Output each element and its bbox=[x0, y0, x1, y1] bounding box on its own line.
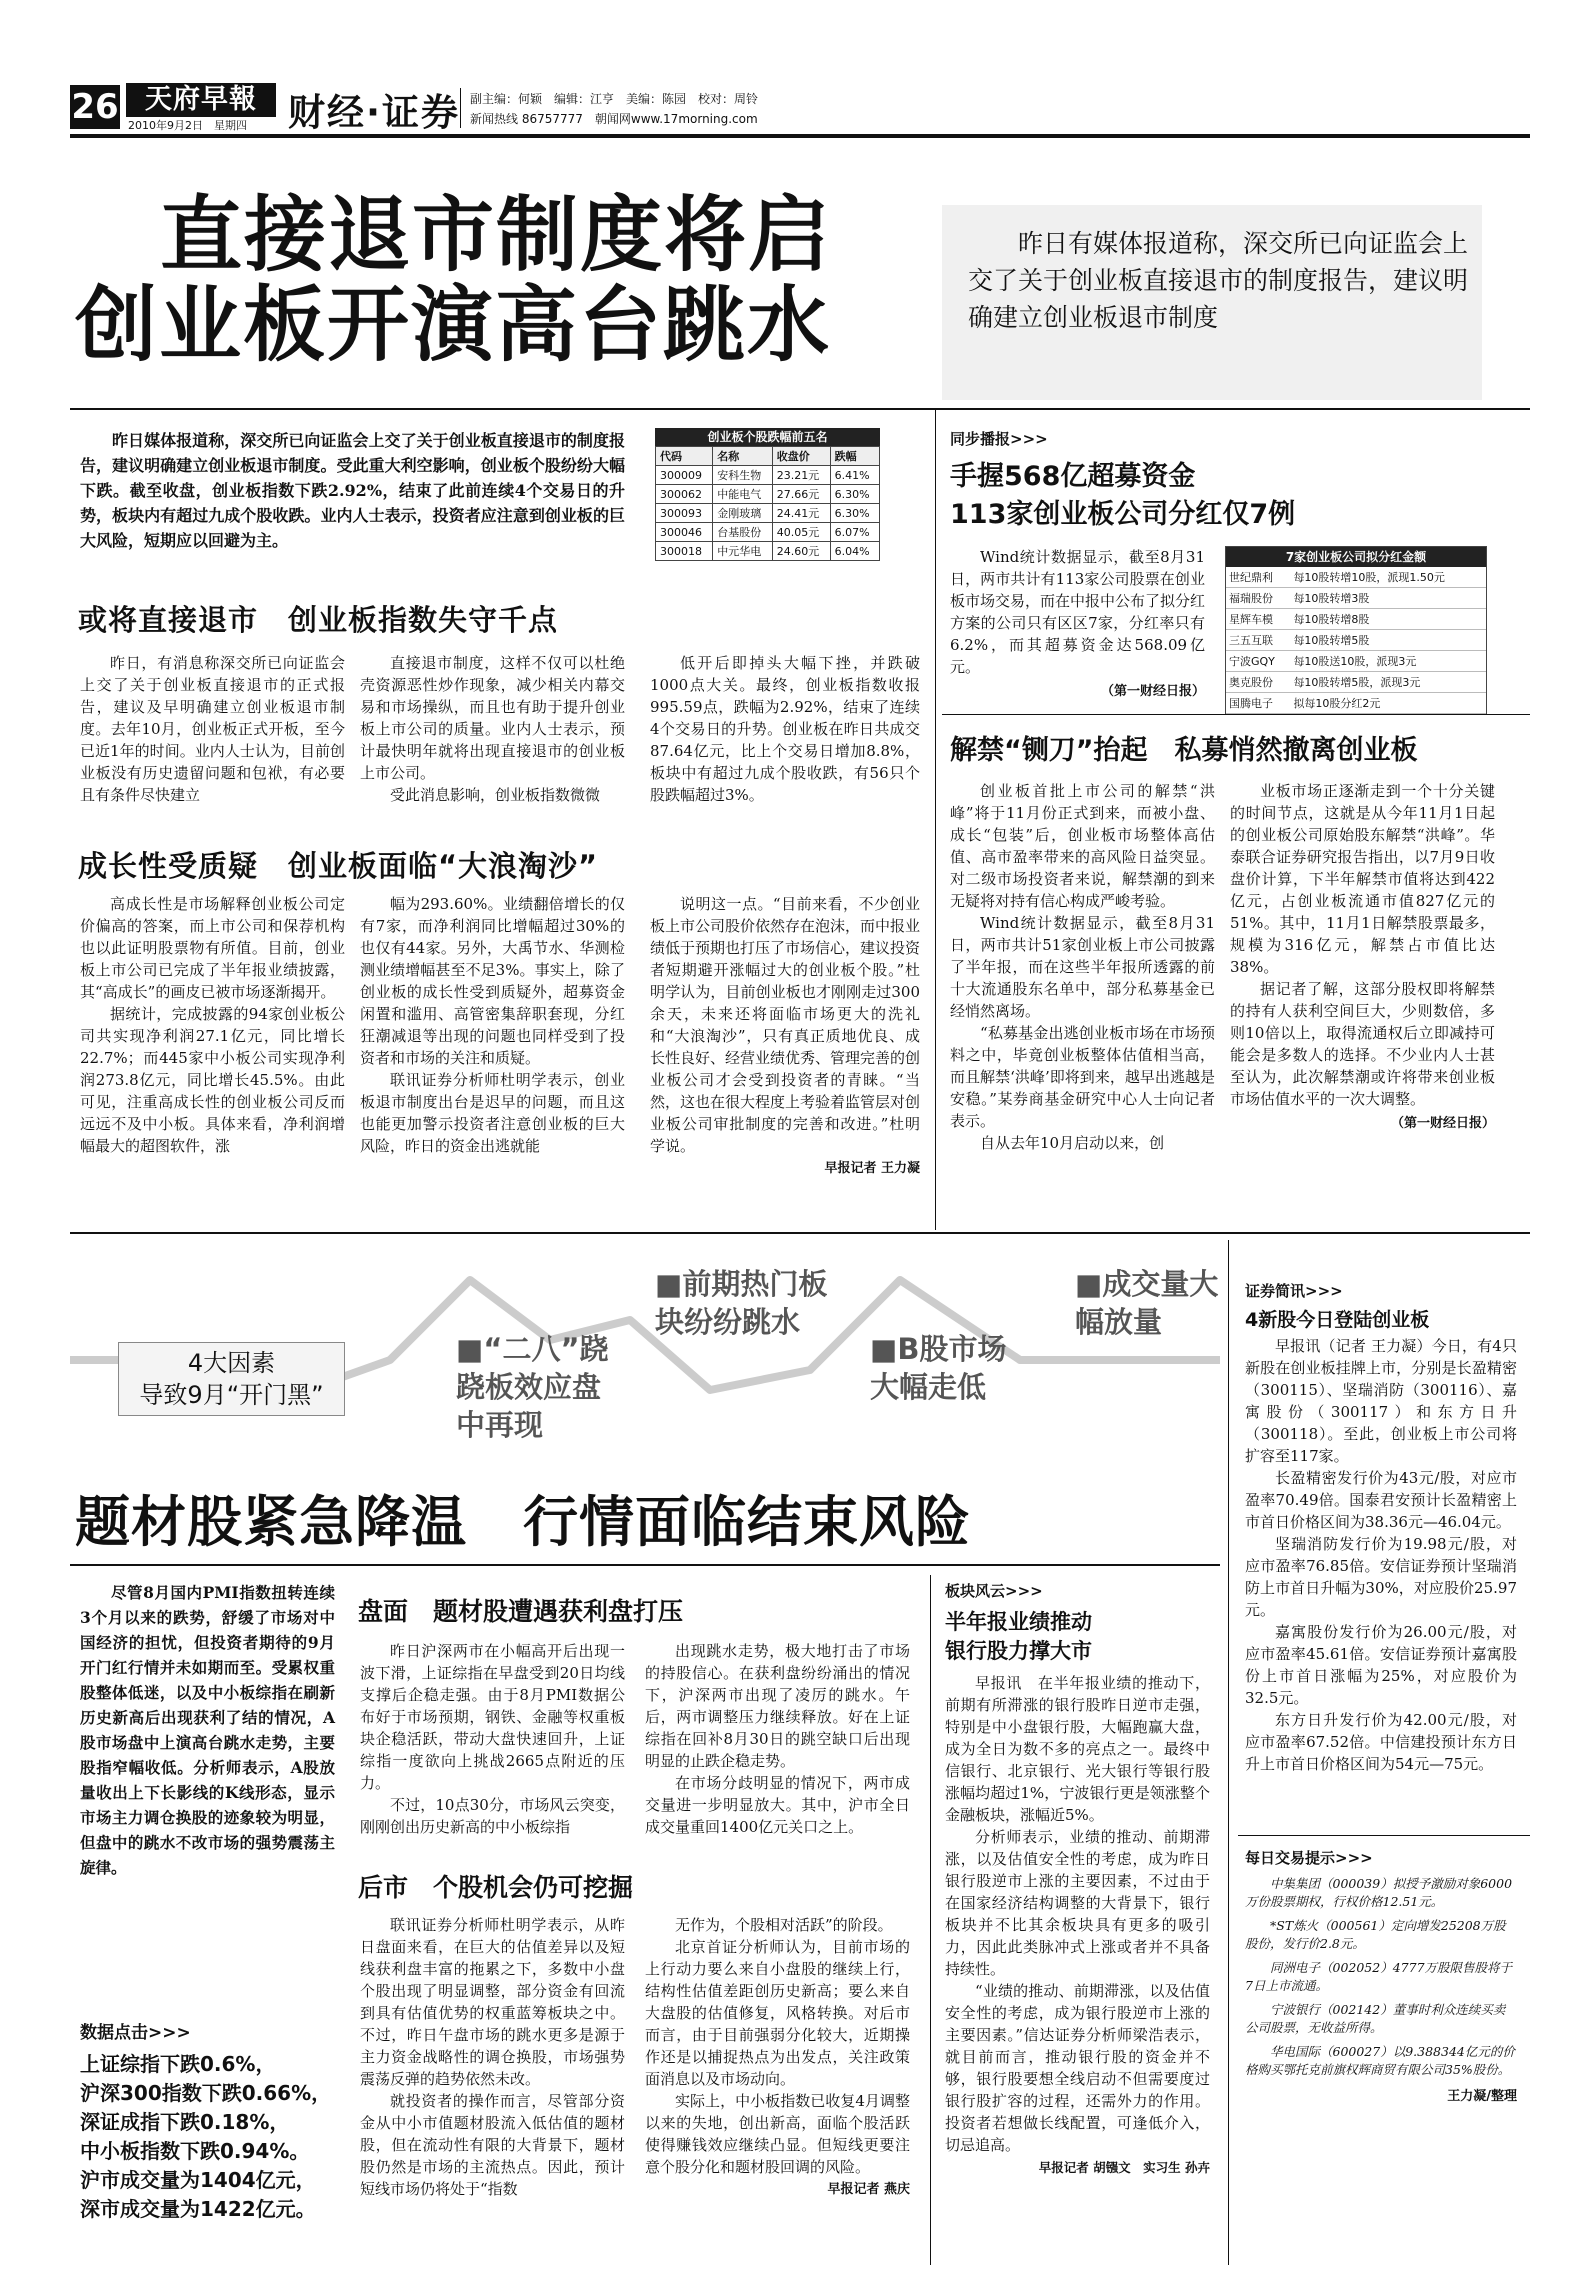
factors-center-line1: 4大因素 bbox=[187, 1349, 276, 1377]
table-row bbox=[1226, 567, 1486, 588]
table-cell: 300018 bbox=[656, 542, 713, 561]
tip-item: 华电国际（600027）以9.388344亿元的价格购买鄂托克前旗权辉商贸有限公司35%股份。 bbox=[1245, 2044, 1515, 2077]
table-cell: 福瑞股份 bbox=[1226, 588, 1290, 609]
table-cell: 300046 bbox=[656, 523, 713, 542]
dividend-box bbox=[1225, 546, 1487, 715]
brief-p1: 早报讯（记者 王力凝）今日，有4只新股在创业板挂牌上市，分别是长盈精密（300115）、坚瑞消防（300116）、嘉寓股份（300117）和东方日升（300118）。至此，创业板上市公司将扩容至117家。 bbox=[1245, 1337, 1517, 1465]
after-byline: 早报记者 燕庆 bbox=[827, 2182, 910, 2197]
news-hotline: 新闻热线 86757777 朝闻网www.17morning.com bbox=[470, 112, 758, 126]
top5-table-box bbox=[655, 428, 880, 561]
table-row bbox=[1226, 630, 1486, 651]
top5-header: 收盘价 bbox=[772, 447, 830, 466]
pan-col2b: 在市场分歧明显的情况下，两市成交量进一步明显放大。其中，沪市全日成交量重回1400亿元关口之上。 bbox=[645, 1774, 910, 1836]
section2-headline: 成长性受质疑 创业板面临“大浪淘沙” bbox=[78, 849, 599, 883]
bank-headline-line1: 半年报业绩推动 bbox=[945, 1610, 1092, 1634]
table-cell: 每10股转增5股 bbox=[1290, 630, 1486, 651]
market-headline: 题材股紧急降温 行情面临结束风险 bbox=[75, 1489, 972, 1554]
sync-body: Wind统计数据显示，截至8月31日，两市共计有113家公司股票在创业板市场交易，而在中报中公布了拟分红方案的公司只有区区7家，分红率只有6.2%，而其超募资金达568.09亿元。 bbox=[950, 548, 1206, 676]
editor-credits: 副主编：何颖 编辑：江亨 美编：陈园 校对：周铃 bbox=[470, 92, 759, 106]
sync-headline bbox=[950, 458, 1295, 534]
table-row bbox=[1226, 609, 1486, 630]
table-cell: 40.05元 bbox=[772, 523, 830, 542]
table-cell: 每10股送10股，派现3元 bbox=[1290, 651, 1486, 672]
after-col1a: 联讯证券分析师杜明学表示，从昨日盘面来看，在巨大的估值差异以及短线获利盘丰富的拖累之下，多数中小盘个股出现了明显调整，部分资金有回流到具有估值优势的权重蓝筹板块之中。不过，昨日午盘市场的跳水更多是源于主力资金战略性的调仓换股，市场强势震荡反弹的趋势依然未改。 bbox=[360, 1916, 625, 2088]
dividend-table bbox=[1226, 567, 1486, 714]
stats-list bbox=[80, 2050, 350, 2224]
bank-byline: 早报记者 胡镪文 实习生 孙卉 bbox=[1038, 2160, 1210, 2175]
table-row bbox=[656, 504, 880, 523]
bank-label: 板块风云>>> bbox=[945, 1582, 1043, 1600]
table-cell: 世纪鼎利 bbox=[1226, 567, 1290, 588]
tip-item: 中集集团（000039）拟授予激励对象6000万份股票期权，行权价格12.51元。 bbox=[1245, 1876, 1513, 1909]
stat-item: 沪深300指数下跌0.66%， bbox=[80, 2081, 332, 2105]
section2-col2b: 联讯证券分析师杜明学表示，创业板退市制度出台是迟早的问题，而且这也能更加警示投资者注意创业板的巨大风险，昨日的资金出逃就能 bbox=[360, 1071, 625, 1155]
table-cell: 6.41% bbox=[830, 466, 879, 485]
table-cell: 300093 bbox=[656, 504, 713, 523]
table-cell: 金刚玻璃 bbox=[713, 504, 773, 523]
table-cell: 每10股转增3股 bbox=[1290, 588, 1486, 609]
top5-header: 跌幅 bbox=[830, 447, 879, 466]
bank-p2: 分析师表示，业绩的推动、前期滞涨，以及估值安全性的考虑，成为昨日银行股逆市上涨的主要因素，不过由于在国家经济结构调整的大背景下，银行板块并不比其余板块具有更多的吸引力，因此此类脉冲式上涨或者并不具备持续性。 bbox=[945, 1828, 1210, 1978]
brief-headline: 4新股今日登陆创业板 bbox=[1245, 1309, 1430, 1331]
sync-source: （第一财经日报） bbox=[1100, 684, 1205, 699]
table-cell: 24.60元 bbox=[772, 542, 830, 561]
market-intro: 尽管8月国内PMI指数扭转连续3个月以来的跌势，舒缓了市场对中国经济的担忧，但投资者期待的9月开门红行情并未如期而至。受累权重股整体低迷，以及中小板综指在刷新历史新高后出现获利了结的情况，A股市场盘中上演高台跳水走势，主要股指窄幅收低。分析师表示，A股放量收出上下长影线的K线形态，显示市场主力调仓换股的迹象较为明显，但盘中的跳水不改市场的强势震荡主旋律。 bbox=[80, 1583, 335, 1877]
lockup-headline: 解禁“铡刀”抬起 私募悄然撤离创业板 bbox=[950, 735, 1418, 766]
lockup-col1d: 自从去年10月启动以来，创 bbox=[980, 1134, 1165, 1152]
section2-byline: 早报记者 王力凝 bbox=[824, 1161, 920, 1176]
bank-p1: 早报讯 在半年报业绩的推动下，前期有所滞涨的银行股昨日逆市走强，特别是中小盘银行股，大幅跑赢大盘，成为全日为数不多的亮点之一。最终中信银行、北京银行、光大银行等银行股涨幅均超过1%，宁波银行更是领涨整个金融板块，涨幅近5%。 bbox=[945, 1674, 1210, 1824]
table-cell: 星辉车模 bbox=[1226, 609, 1290, 630]
lockup-col2b: 据记者了解，这部分股权即将解禁的持有人获利空间巨大，少则数倍，多则10倍以上，取得流通权后立即减持可能会是多数人的选择。不少业内人士甚至认为，此次解禁潮或许将带来创业板市场估值水平的一次大调整。 bbox=[1230, 980, 1495, 1108]
table-row bbox=[656, 466, 880, 485]
stat-item: 上证综指下跌0.6%， bbox=[80, 2052, 276, 2076]
table-row bbox=[656, 485, 880, 504]
top5-header: 名称 bbox=[713, 447, 773, 466]
pan-headline: 盘面 题材股遭遇获利盘打压 bbox=[358, 1597, 684, 1626]
lockup-source: （第一财经日报） bbox=[1390, 1116, 1495, 1131]
stat-item: 中小板指数下跌0.94%。 bbox=[80, 2139, 310, 2163]
top5-table-title: 创业板个股跌幅前五名 bbox=[655, 428, 880, 446]
table-cell: 300009 bbox=[656, 466, 713, 485]
section1-col2: 直接退市制度，这样不仅可以杜绝壳资源恶性炒作现象，减少相关内幕交易和市场操纵，而且也有助于提升创业板上市公司的质量。业内人士表示，预计最快明年就将出现直接退市的创业板上市公司。 bbox=[360, 654, 625, 782]
table-cell: 6.30% bbox=[830, 504, 879, 523]
table-row bbox=[1226, 588, 1486, 609]
dividend-box-title: 7家创业板公司拟分红金额 bbox=[1226, 547, 1486, 567]
stat-item: 深证成指下跌0.18%， bbox=[80, 2110, 290, 2134]
pan-col2: 出现跳水走势，极大地打击了市场的持股信心。在获利盘纷纷涌出的情况下，沪深两市出现了凌厉的跳水。午后，两市调整压力继续释放。好在上证综指在回补8月30日的跳空缺口后出现明显的止跌企稳走势。 bbox=[645, 1642, 910, 1770]
table-cell: 6.07% bbox=[830, 523, 879, 542]
lockup-col2: 业板市场正逐渐走到一个十分关键的时间节点，这就是从今年11月1日起的创业板公司原始股东解禁“洪峰”。华泰联合证券研究报告指出，以7月9日收盘价计算，下半年解禁市值将达到422亿元，占创业板流通市值827亿元的51%。其中，11月1日解禁股票最多，规模为316亿元，解禁占市值比达38%。 bbox=[1230, 782, 1495, 976]
table-cell: 27.66元 bbox=[772, 485, 830, 504]
table-row bbox=[656, 542, 880, 561]
table-cell: 6.04% bbox=[830, 542, 879, 561]
factor-3: ■B股市场大幅走低 bbox=[870, 1332, 1007, 1404]
factor-1: ■“二八”跷跷板效应盘中再现 bbox=[456, 1332, 609, 1442]
section-title: 财经·证券 bbox=[288, 91, 461, 134]
factor-2: ■前期热门板块纷纷跳水 bbox=[655, 1267, 828, 1339]
table-row bbox=[656, 523, 880, 542]
brief-label: 证券简讯>>> bbox=[1245, 1282, 1343, 1300]
after-col2c: 实际上，中小板指数已收复4月调整以来的失地，创出新高，面临个股活跃使得赚钱效应继续凸显。但短线更要注意个股分化和题材股回调的风险。 bbox=[645, 2092, 910, 2176]
table-cell: 每10股转增5股，派现3元 bbox=[1290, 672, 1486, 693]
bank-p3: “业绩的推动、前期滞涨，以及估值安全性的考虑，成为银行股逆市上涨的主要因素。”信达证券分析师梁浩表示，就目前而言，推动银行股的资金并不够，银行股要想全线启动不但需要度过银行股扩容的过程，还需外力的作用。投资者若想做长线配置，可逢低介入，切忌追高。 bbox=[945, 1982, 1210, 2154]
table-cell: 每10股转增10股，派现1.50元 bbox=[1290, 567, 1486, 588]
sync-label: 同步播报>>> bbox=[950, 430, 1048, 448]
newspaper-logo: 天府早報 bbox=[126, 83, 276, 117]
table-cell: 三五互联 bbox=[1226, 630, 1290, 651]
lead-intro: 昨日媒体报道称，深交所已向证监会上交了关于创业板直接退市的制度报告，建议明确建立创业板退市制度。受此重大利空影响，创业板个股纷纷大幅下跌。截至收盘，创业板指数下跌2.92%，结束了此前连续4个交易日的升势，板块内有超过九成个股收跌。业内人士表示，投资者应注意到创业板的巨大风险，短期应以回避为主。 bbox=[80, 431, 625, 550]
page-number: 26 bbox=[71, 87, 119, 127]
lockup-col1c: “私募基金出逃创业板市场在市场预料之中，毕竟创业板整体估值相当高，而且解禁‘洪峰’即将到来，越早出逃越是安稳。”某券商基金研究中心人士向记者表示。 bbox=[950, 1024, 1215, 1130]
tips-label: 每日交易提示>>> bbox=[1245, 1849, 1373, 1867]
section1-col3: 低开后即掉头大幅下挫，并跌破1000点大关。最终，创业板指数收报995.59点，跌幅为2.92%，结束了连续4个交易日的升势。创业板在昨日共成交87.64亿元，比上个交易日增加8.8%，板块中有超过九成个股收跌，有56只个股跌幅超过3%。 bbox=[650, 654, 920, 804]
table-cell: 24.41元 bbox=[772, 504, 830, 523]
table-row bbox=[1226, 651, 1486, 672]
bank-headline bbox=[945, 1608, 1092, 1666]
table-cell: 宁波GQY bbox=[1226, 651, 1290, 672]
table-cell: 中元华电 bbox=[713, 542, 773, 561]
tips-byline: 王力凝/整理 bbox=[1447, 2089, 1517, 2104]
stat-item: 沪市成交量为1404亿元， bbox=[80, 2168, 316, 2192]
tip-item: *ST炼火（000561）定向增发25208万股股份，发行价2.8元。 bbox=[1245, 1918, 1506, 1951]
section2-col1a: 高成长性是市场解释创业板公司定价偏高的答案，而上市公司和保荐机构也以此证明股票物有所值。目前，创业板上市公司已完成了半年报业绩披露，其“高成长”的画皮已被市场逐渐揭开。 bbox=[80, 895, 345, 1001]
pan-col1b: 不过，10点30分，市场风云突变，刚刚创出历史新高的中小板综指 bbox=[360, 1796, 625, 1836]
issue-date: 2010年9月2日 星期四 bbox=[128, 119, 247, 132]
lockup-col1: 创业板首批上市公司的解禁“洪峰”将于11月份正式到来，而被小盘、成长“包装”后，创业板市场整体高估值、高市盈率带来的高风险日益突显。对二级市场投资者来说，解禁潮的到来无疑将对持有信心构成严峻考验。 bbox=[950, 782, 1215, 910]
sync-headline-line1: 手握568亿超募资金 bbox=[950, 461, 1196, 492]
table-cell: 安科生物 bbox=[713, 466, 773, 485]
top5-header: 代码 bbox=[656, 447, 713, 466]
table-cell: 6.30% bbox=[830, 485, 879, 504]
factor-4: ■成交量大幅放量 bbox=[1075, 1267, 1219, 1339]
section1-col2b: 受此消息影响，创业板指数微微 bbox=[390, 786, 601, 804]
table-row bbox=[1226, 693, 1486, 714]
table-cell: 23.21元 bbox=[772, 466, 830, 485]
brief-p5: 东方日升发行价为42.00元/股，对应市盈率67.52倍。中信建投预计东方日升上市首日价格区间为54元—75元。 bbox=[1245, 1711, 1517, 1773]
after-col2: 无作为，个股相对活跃”的阶段。 bbox=[675, 1916, 893, 1934]
table-cell: 300062 bbox=[656, 485, 713, 504]
table-cell: 台基股份 bbox=[713, 523, 773, 542]
section1-col1: 昨日，有消息称深交所已向证监会上交了关于创业板直接退市的正式报告，建议及早明确建立创业板退市制度。去年10月，创业板正式开板，至今已近1年的时间。业内人士认为，目前创业板没有历史遗留问题和包袱，有必要且有条件尽快建立 bbox=[80, 654, 345, 804]
section2-col2a: 幅为293.60%。业绩翻倍增长的仅有7家，而净利润同比增幅超过30%的也仅有44家。另外，大禹节水、华测检测业绩增幅甚至不足3%。事实上，除了创业板的成长性受到质疑外，超募资金闲置和滥用、高管密集辞职套现，分红狂潮减退等出现的问题也同样受到了投资者和市场的关注和质疑。 bbox=[360, 895, 625, 1067]
pan-col1a: 昨日沪深两市在小幅高开后出现一波下滑，上证综指在早盘受到20日均线支撑后企稳走强。由于8月PMI数据公布好于市场预期，钢铁、金融等权重板块企稳活跃，带动大盘快速回升，上证综指一度欲向上挑战2665点附近的压力。 bbox=[360, 1642, 625, 1792]
table-cell: 奥克股份 bbox=[1226, 672, 1290, 693]
factors-center-box bbox=[118, 1342, 345, 1416]
brief-p2: 长盈精密发行价为43元/股，对应市盈率70.49倍。国泰君安预计长盈精密上市首日价格区间为38.36元—46.04元。 bbox=[1245, 1469, 1517, 1531]
section2-col3: 说明这一点。“目前来看，不少创业板上市公司股价依然存在泡沫，而中报业绩低于预期也打压了市场信心，建议投资者短期避开涨幅过大的创业板个股。”杜明学认为，目前创业板也才刚刚走过300余天，未来还将面临市场更大的洗礼和“大浪淘沙”，只有真正质地优良、成长性良好、经营业绩优秀、管理完善的创业板公司才会受到投资者的青睐。“当然，这也在很大程度上考验着监管层对创业板公司审批制度的完善和改进。”杜明学说。 bbox=[650, 895, 921, 1155]
table-cell: 每10股转增8股 bbox=[1290, 609, 1486, 630]
lockup-col1b: Wind统计数据显示，截至8月31日，两市共计51家创业板上市公司披露了半年报，而在这些半年报所透露的前十大流通股东名单中，部分私募基金已经悄然离场。 bbox=[950, 914, 1215, 1020]
table-cell: 国腾电子 bbox=[1226, 693, 1290, 714]
after-col1b: 就投资者的操作而言，尽管部分资金从中小市值题材股流入低估值的题材股，但在流动性有限的大背景下，题材股仍然是市场的主流热点。因此，预计短线市场仍将处于“指数 bbox=[360, 2092, 625, 2198]
lead-headline-line2: 创业板开演高台跳水 bbox=[75, 277, 832, 373]
stat-item: 深市成交量为1422亿元。 bbox=[80, 2197, 316, 2221]
stats-label: 数据点击>>> bbox=[80, 2023, 191, 2043]
lead-deck: 昨日有媒体报道称，深交所已向证监会上交了关于创业板直接退市的制度报告，建议明确建立创业板退市制度 bbox=[968, 229, 1469, 332]
section1-headline: 或将直接退市 创业板指数失守千点 bbox=[78, 603, 559, 637]
table-cell: 中能电气 bbox=[713, 485, 773, 504]
factors-center-line2: 导致9月“开门黑” bbox=[139, 1381, 324, 1409]
brief-p4: 嘉寓股份发行价为26.00元/股，对应市盈率45.61倍。安信证券预计嘉寓股份上市首日涨幅为25%，对应股价为32.5元。 bbox=[1245, 1623, 1517, 1707]
tip-item: 同洲电子（002052）4777万股限售股将于7日上市流通。 bbox=[1245, 1960, 1513, 1993]
after-col2b: 北京首证分析师认为，目前市场的上行动力要么来自小盘股的继续上行，结构性估值差距创历史新高；要么来自大盘股的估值修复，风格转换。对后市而言，由于目前强弱分化较大，近期操作还是以捕捉热点为出发点，关注政策面消息以及市场动向。 bbox=[645, 1938, 910, 2088]
bank-headline-line2: 银行股力撑大市 bbox=[945, 1639, 1092, 1663]
after-headline: 后市 个股机会仍可挖掘 bbox=[358, 1873, 634, 1902]
section2-col1b: 据统计，完成披露的94家创业板公司共实现净利润27.1亿元，同比增长22.7%；而445家中小板公司实现净利润273.8亿元，同比增长45.5%。由此可见，注重高成长性的创业板公司反而远远不及中小板。具体来看，净利润增幅最大的超图软件，涨 bbox=[80, 1005, 345, 1155]
table-row bbox=[1226, 672, 1486, 693]
tip-item: 宁波银行（002142）董事时利众连续买卖公司股票，无收益所得。 bbox=[1245, 2002, 1506, 2035]
lead-headline bbox=[75, 187, 833, 373]
lead-headline-line1: 直接退市制度将启 bbox=[160, 187, 833, 283]
top5-table bbox=[655, 446, 880, 561]
sync-headline-line2: 113家创业板公司分红仅7例 bbox=[950, 499, 1296, 530]
brief-p3: 坚瑞消防发行价为19.98元/股，对应市盈率76.85倍。安信证券预计坚瑞消防上市首日升幅为30%，对应股价25.97元。 bbox=[1245, 1535, 1517, 1619]
table-cell: 拟每10股分红2元 bbox=[1290, 693, 1486, 714]
